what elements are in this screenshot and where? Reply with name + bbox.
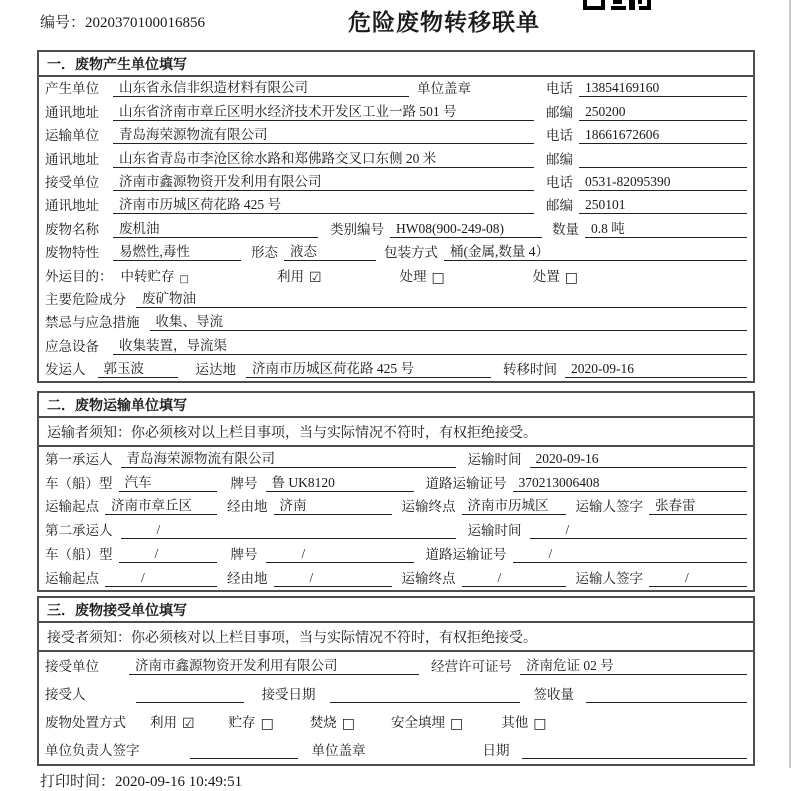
disposal-other-label: 其他 [501,714,529,730]
route2-start-value: / [105,570,217,587]
purpose-use-checkbox: ☑ [308,269,322,286]
transfer-time-value: 2020-09-16 [565,361,747,378]
route2-end-value: / [462,570,566,587]
route2-row [39,566,753,590]
transporter-value: 青岛海荣源物流有限公司 [113,123,534,144]
section-accept-title: 三．废物接受单位填写 [39,598,753,623]
waste-name-label: 废物名称 [45,221,99,237]
vehicle1-permit-label: 道路运输证号 [425,475,507,491]
route1-start-value: 济南市章丘区 [105,494,217,515]
serial-value: 2020370100016856 [85,15,206,31]
producer-value: 山东省永信非织造材料有限公司 [113,76,409,97]
purpose-label: 外运目的： [45,268,113,284]
serial-label: 编号： [40,15,86,31]
waste-form-label: 形态 [251,245,278,261]
waste-qty-label: 数量 [552,221,579,237]
accept-notice: 接受者须知：你必须核对以上栏目事项，当与实际情况不符时，有权拒绝接受。 [39,623,753,652]
transporter-address-label: 通讯地址 [45,151,99,167]
vehicle2-type-value: / [119,546,217,563]
purpose-dispose-checkbox: □ [564,269,578,286]
dispatcher-label: 发运人 [45,362,86,378]
purpose-transfer-checkbox: □ [179,273,189,285]
receiver-zip-value: 250101 [579,197,747,214]
route2-via-label: 经由地 [227,570,268,586]
waste-code-label: 类别编号 [330,221,384,237]
route1-sign-value: 张春雷 [649,494,747,515]
disposal-burn-label: 焚烧 [309,714,337,730]
page-title: 危险废物转移联单 [348,10,540,35]
accept-person-row [39,680,753,708]
purpose-option-transfer-label: 中转贮存 [120,268,175,284]
vehicle1-plate-value: 鲁 UK8120 [266,471,414,492]
emergency-measures-label: 禁忌与应急措施 [45,315,140,331]
section-accept [37,596,755,766]
route1-end-value: 济南市历城区 [462,494,566,515]
vehicle1-permit-value: 370213006408 [513,475,748,492]
route1-via-value: 济南 [274,494,392,515]
license-value: 济南危证 02 号 [520,654,747,675]
route2-end-label: 运输终点 [401,570,456,586]
accept-unit-value: 济南市鑫源物资开发利用有限公司 [129,654,419,675]
vehicle2-row [39,542,753,566]
signoff-seal-label: 单位盖章 [311,742,366,758]
hazard-row [39,288,753,311]
route2-sign-label: 运输人签字 [575,570,643,586]
waste-pack-label: 包装方式 [384,245,438,261]
producer-phone-value: 13854169160 [579,80,747,97]
purpose-row [39,264,753,287]
receiver-row [39,171,753,194]
accept-date-value [330,702,520,703]
transfer-time-label: 转移时间 [503,362,557,378]
carrier2-label: 第二承运人 [45,523,113,539]
waste-qty-value: 0.8 吨 [585,217,747,238]
signoff-row [39,736,753,764]
signoff-value [190,758,298,759]
transporter-zip-value [579,167,747,168]
carrier2-row [39,518,753,542]
waste-name-row [39,217,753,240]
route2-via-value: / [274,570,392,587]
route1-end-label: 运输终点 [401,499,456,515]
section-transport-title: 二．废物运输单位填写 [39,393,753,418]
section-transport [37,391,755,592]
accept-unit-row [39,652,753,680]
accept-person-value [136,702,244,703]
route1-via-label: 经由地 [227,499,268,515]
disposal-store-checkbox: □ [260,715,274,732]
disposal-row [39,708,753,736]
purpose-option-dispose-label: 处置 [532,268,560,284]
producer-address-row [39,100,753,123]
receiver-zip-label: 邮编 [546,198,573,214]
transporter-row [39,124,753,147]
carrier1-time-value: 2020-09-16 [530,451,748,468]
carrier1-row [39,447,753,471]
hazard-value: 废矿物油 [136,287,747,308]
document-header [0,0,796,47]
signoff-date-value [522,758,748,759]
accept-person-label: 接受人 [45,686,86,702]
producer-phone-label: 电话 [546,81,573,97]
waste-traits-value: 易燃性,毒性 [113,240,241,261]
purpose-treat-checkbox: □ [431,269,445,286]
waste-form-value: 液态 [284,240,376,261]
vehicle1-row [39,471,753,495]
vehicle1-type-value: 汽车 [119,471,217,492]
route1-start-label: 运输起点 [45,499,99,515]
vehicle1-type-label: 车（船）型 [45,475,113,491]
purpose-option-use-label: 利用 [276,268,304,284]
destination-label: 运达地 [195,362,236,378]
vehicle2-permit-value: / [513,546,748,563]
dispatch-row [39,358,753,381]
transport-notice: 运输者须知：你必须核对以上栏目事项，当与实际情况不符时，有权拒绝接受。 [39,418,753,447]
transporter-phone-label: 电话 [546,128,573,144]
transporter-label: 运输单位 [45,128,99,144]
route1-sign-label: 运输人签字 [575,499,643,515]
disposal-store-label: 贮存 [228,714,256,730]
carrier2-time-value: / [530,522,748,539]
accept-unit-label: 接受单位 [45,658,99,674]
receiver-address-row [39,194,753,217]
producer-zip-value: 250200 [579,104,747,121]
carrier1-label: 第一承运人 [45,451,113,467]
destination-value: 济南市历城区荷花路 425 号 [246,357,491,378]
route1-row [39,495,753,519]
print-time [40,770,796,791]
waste-traits-label: 废物特性 [45,245,99,261]
disposal-other-checkbox: □ [533,715,547,732]
section-producer-title: 一．废物产生单位填写 [39,52,753,77]
transporter-address-row [39,147,753,170]
emergency-measures-value: 收集、导流 [150,310,748,331]
signoff-label: 单位负责人签字 [45,742,140,758]
disposal-use-label: 利用 [150,714,177,730]
dispatcher-value: 郭玉波 [98,357,178,378]
carrier2-value: / [121,522,456,539]
signoff-date-label: 日期 [482,742,510,758]
vehicle2-plate-value: / [266,546,414,563]
producer-row [39,77,753,100]
vehicle2-type-label: 车（船）型 [45,547,113,563]
disposal-burn-checkbox: □ [341,715,356,732]
producer-address-label: 通讯地址 [45,104,99,120]
transporter-address-value: 山东省青岛市李沧区徐水路和郑佛路交叉口东侧 20 米 [113,147,534,168]
waste-pack-value: 桶(金属,数量 4） [444,240,747,261]
transporter-zip-label: 邮编 [546,151,573,167]
receiver-address-label: 通讯地址 [45,198,99,214]
route2-start-label: 运输起点 [45,570,99,586]
seal-label: 单位盖章 [417,81,471,97]
waste-traits-row [39,241,753,264]
vehicle1-plate-label: 牌号 [230,475,258,491]
producer-zip-label: 邮编 [546,104,573,120]
qr-code-fragment-icon [583,0,651,10]
disposal-use-checkbox: ☑ [182,715,195,732]
carrier1-value: 青岛海荣源物流有限公司 [121,447,456,468]
vehicle2-plate-label: 牌号 [230,547,258,563]
route2-sign-value: / [649,570,747,587]
print-time-value: 2020-09-16 10:49:51 [115,773,243,790]
emergency-equipment-label: 应急设备 [45,338,99,354]
print-time-label: 打印时间： [40,773,116,790]
accept-date-label: 接受日期 [261,686,316,702]
receiver-value: 济南市鑫源物资开发利用有限公司 [113,170,534,191]
producer-label: 产生单位 [45,81,99,97]
disposal-landfill-checkbox: □ [450,715,464,732]
waste-code-value: HW08(900-249-08) [390,221,542,238]
disposal-landfill-label: 安全填埋 [391,714,446,730]
transporter-phone-value: 18661672606 [579,127,747,144]
receiver-phone-label: 电话 [546,174,573,190]
producer-address-value: 山东省济南市章丘区明水经济技术开发区工业一路 501 号 [113,100,534,121]
vehicle2-permit-label: 道路运输证号 [425,547,507,563]
hazard-label: 主要危险成分 [45,291,126,307]
carrier1-time-label: 运输时间 [467,451,522,467]
accept-qty-value [586,702,747,703]
waste-name-value: 废机油 [113,217,318,238]
emergency-measures-row [39,311,753,334]
section-producer [37,50,755,383]
receiver-address-value: 济南市历城区荷花路 425 号 [113,193,534,214]
page-right-edge [789,0,791,768]
disposal-label: 废物处置方式 [45,714,126,730]
accept-qty-label: 签收量 [533,686,574,702]
emergency-equipment-value: 收集装置，导流渠 [113,334,747,355]
receiver-phone-value: 0531-82095390 [579,174,747,191]
emergency-equipment-row [39,334,753,357]
purpose-option-treat-label: 处理 [399,268,427,284]
receiver-label: 接受单位 [45,174,99,190]
carrier2-time-label: 运输时间 [467,523,522,539]
license-label: 经营许可证号 [431,658,512,674]
